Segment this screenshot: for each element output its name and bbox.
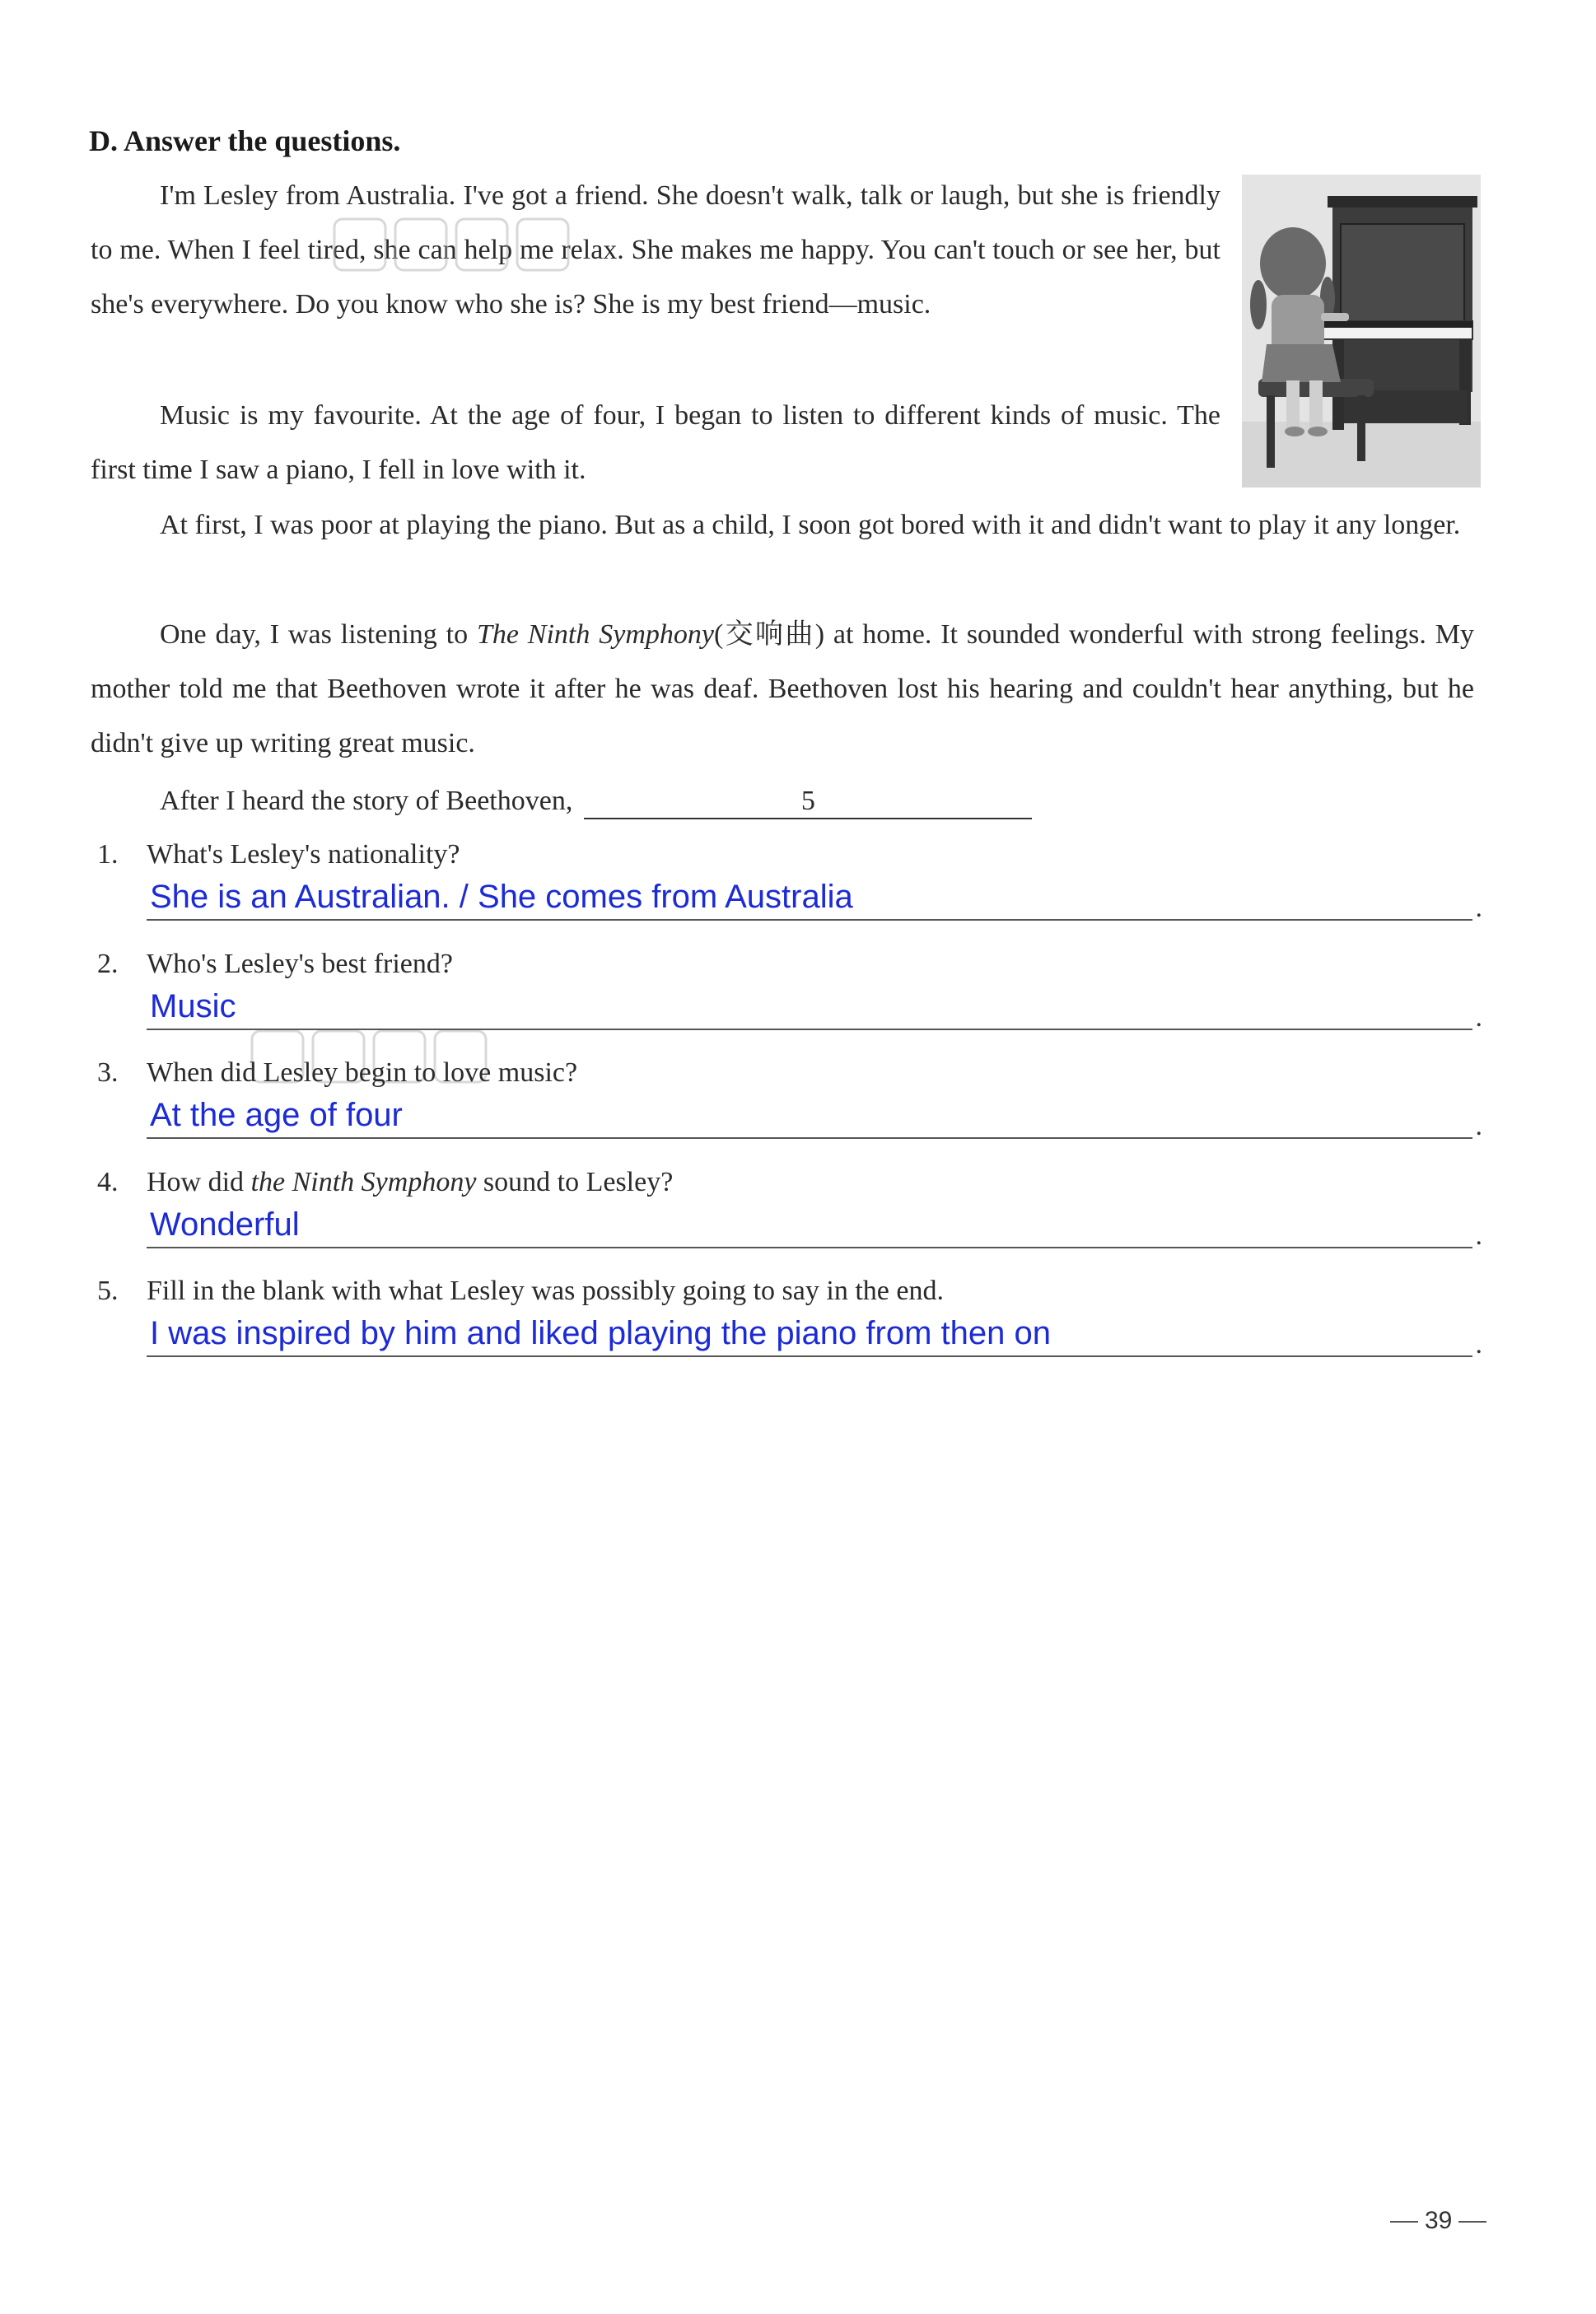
dash-left (1390, 2221, 1418, 2223)
answer-1: She is an Australian. / She comes from Australia (150, 879, 853, 915)
answer-period: . (1475, 1002, 1482, 1033)
answer-line-5 (147, 1309, 1482, 1360)
question-2 (97, 946, 1489, 1033)
question-4-prompt (97, 1164, 1489, 1201)
section-title: D. Answer the questions. (89, 124, 401, 157)
dash-right (1458, 2221, 1486, 2223)
question-number: 2. (97, 949, 119, 979)
answer-period: . (1475, 893, 1482, 923)
passage-paragraph-4 (91, 608, 1474, 771)
question-text-italic: the Ninth Symphony (250, 1167, 477, 1197)
question-text: When did Lesley begin to love music? (147, 1057, 578, 1088)
answer-line-1 (147, 873, 1482, 923)
symphony-title: The Ninth Symphony (476, 619, 714, 650)
passage-paragraph-1: I'm Lesley from Australia. I've got a friend. She doesn't walk, talk or laugh, but she is friendly to me. When I feel tired, she can help me relax. She makes me happy. You can't touch or see her, but she's everywhere. Do you know who she is? She is my best friend—music. (91, 180, 1220, 320)
answer-period: . (1475, 1111, 1482, 1141)
question-1 (97, 837, 1489, 921)
page-number-text: 39 (1425, 2207, 1453, 2234)
passage-paragraph-3: At first, I was poor at playing the piano. But as a child, I soon got bored with it and didn't want to play it any longer. (160, 510, 1461, 540)
answer-line-3 (147, 1091, 1482, 1141)
passage-paragraph-2: Music is my favourite. At the age of four, I began to listen to different kinds of music. The first time I saw a piano, I fell in love with it. (91, 400, 1220, 485)
paragraph-5-text: After I heard the story of Beethoven, (160, 786, 573, 816)
question-3 (97, 1055, 1489, 1139)
question-text-after: sound to Lesley? (476, 1167, 674, 1197)
question-number: 4. (97, 1167, 119, 1197)
question-text: Who's Lesley's best friend? (147, 949, 453, 979)
watermark-logo-1 (329, 212, 576, 278)
question-number: 3. (97, 1057, 119, 1088)
answer-4: Wonderful (150, 1206, 300, 1243)
answer-3: At the age of four (150, 1097, 403, 1133)
girl-playing-piano-illustration (1242, 175, 1481, 488)
answer-period: . (1475, 1220, 1482, 1251)
answer-5: I was inspired by him and liked playing the piano from then on (150, 1315, 1051, 1351)
question-5-prompt (97, 1273, 1489, 1309)
paragraph-4-after: (交响曲) at home. It sounded wonderful with strong feelings. My mother told me that Beethoven wrote it after he was deaf. Beethoven lost his hearing and couldn't hear anything, but he didn't give up writing great music. (91, 619, 1474, 758)
answer-2: Music (150, 988, 236, 1024)
answer-line-2 (147, 982, 1482, 1033)
question-number: 5. (97, 1276, 119, 1306)
question-1-prompt (97, 837, 1489, 873)
answer-line-4 (147, 1201, 1482, 1251)
blank-5 (584, 785, 1032, 819)
blank-number: 5 (800, 786, 815, 816)
question-text: What's Lesley's nationality? (147, 839, 460, 870)
question-3-prompt (97, 1055, 1489, 1091)
passage-paragraph-5 (160, 774, 1032, 828)
question-number: 1. (97, 839, 119, 870)
paragraph-4-before: One day, I was listening to (160, 619, 477, 650)
question-2-prompt (97, 946, 1489, 982)
question-text: Fill in the blank with what Lesley was possibly going to say in the end. (147, 1276, 944, 1306)
question-text-before: How did (147, 1167, 251, 1197)
question-4 (97, 1164, 1489, 1251)
page-number (1384, 2207, 1493, 2235)
question-5 (97, 1273, 1489, 1360)
answer-period: . (1475, 1329, 1482, 1360)
